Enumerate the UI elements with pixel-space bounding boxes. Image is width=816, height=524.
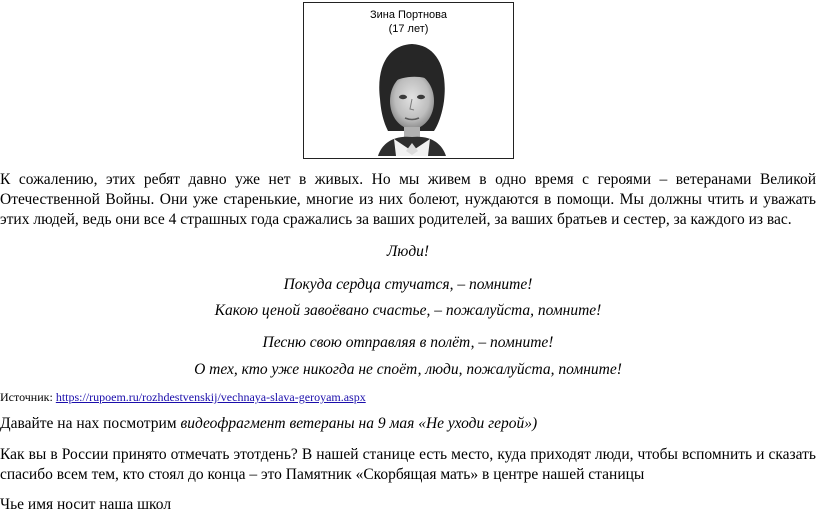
poem-line-1: Люди! xyxy=(386,243,430,260)
intro-paragraph: К сожалению, этих ребят давно уже нет в живых. Но мы живем в одно время с героями – ветеранами Великой Отечественной Войны. Они уже старенькие, многие из них болеют, нуждаются в помощи. Мы должны чтить и уважать этих людей, ведь они все 4 страшных года сражались за ваших родителей, за ваших братьев и сестер, за каждого из вас. xyxy=(0,171,816,228)
portrait-caption-name: Зина Портнова xyxy=(369,9,447,21)
poem-line-5: О тех, кто уже никогда не споёт, люди, пожалуйста, помните! xyxy=(194,361,622,378)
video-text: Давайте на нах посмотрим xyxy=(0,415,181,432)
portrait-figure xyxy=(303,2,514,159)
poem-line-4: Песню свою отправляя в полёт, – помните! xyxy=(262,334,554,351)
poem-line-2: Покуда сердца стучатся, – помните! xyxy=(283,276,533,293)
school-question: Чье имя носит наша школ xyxy=(0,496,172,513)
video-paragraph xyxy=(0,414,816,434)
portrait-photo xyxy=(372,39,450,156)
source-link[interactable]: https://rupoem.ru/rozhdestvenskij/vechnaya-slava-geroyam.aspx xyxy=(55,390,366,404)
source-line xyxy=(0,387,816,407)
source-label: Источник: xyxy=(0,390,56,404)
poem-line-3: Какою ценой завоёвано счастье, – пожалуйста, помните! xyxy=(214,302,602,319)
portrait-caption-age: (17 лет) xyxy=(388,23,429,35)
monument-paragraph: Как вы в России принято отмечать этотдень? В нашей станице есть место, куда приходят люди, чтобы вспомнить и сказать спасибо всем тем, кто стоял до конца – это Памятник «Скорбящая мать» в центре нашей станицы xyxy=(0,446,816,483)
video-title: видеофрагмент ветераны на 9 мая «Не уходи герой») xyxy=(180,415,538,432)
